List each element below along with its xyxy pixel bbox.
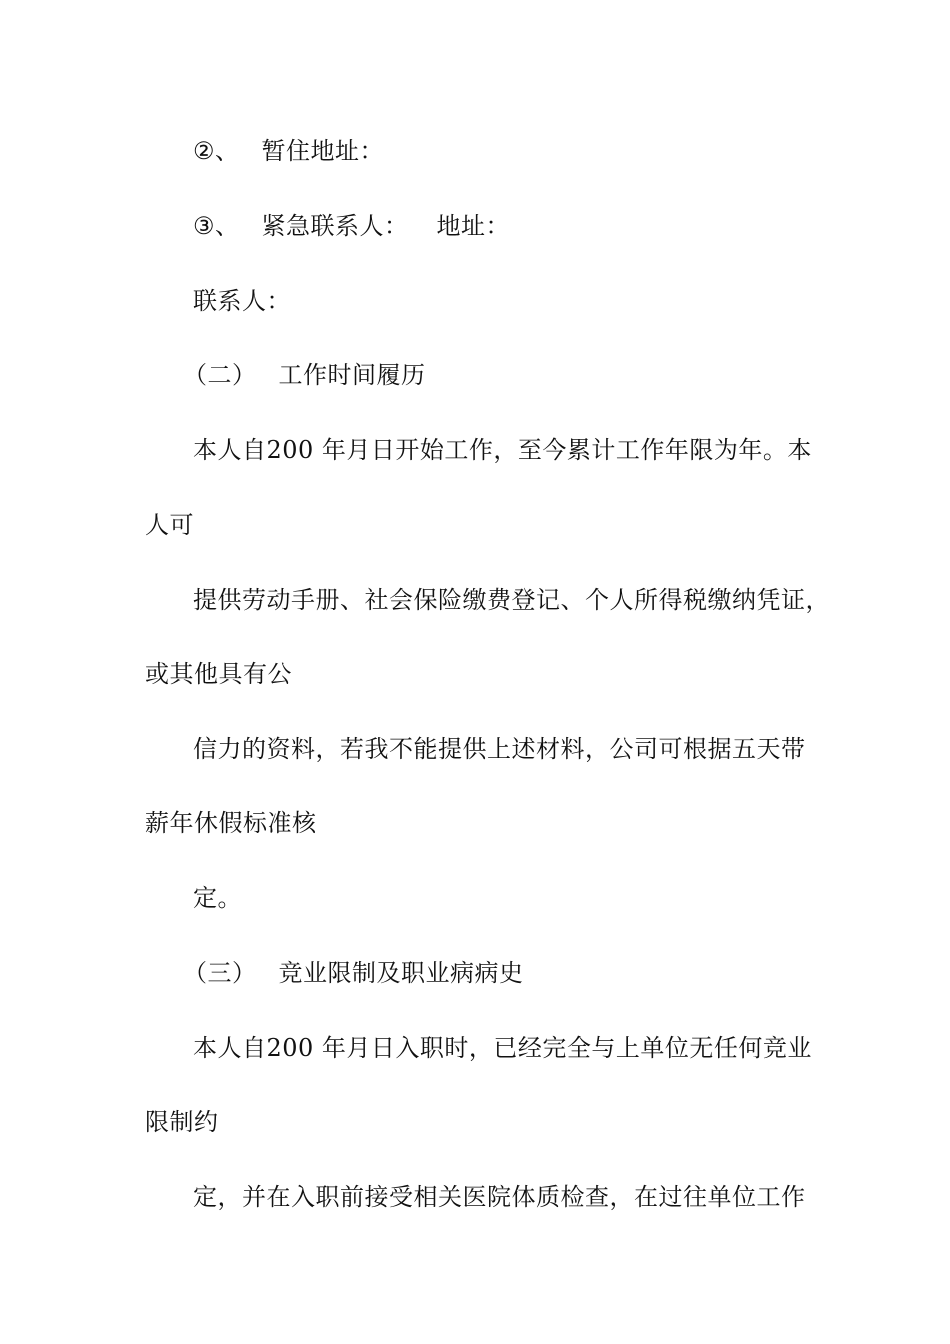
item-temporary-address — [193, 136, 384, 166]
line-text: 定，并在入职前接受相关医院体质检查，在过往单位工作 — [193, 1183, 806, 1211]
paragraph-line — [193, 1033, 812, 1063]
item-marker: ②、 — [193, 137, 240, 165]
section-heading-noncompete — [183, 958, 524, 988]
item-text: 紧急联系人： — [261, 212, 409, 240]
paragraph-line — [193, 734, 806, 764]
paragraph-line — [145, 808, 317, 838]
section-marker: （二） — [183, 361, 257, 389]
section-marker: （三） — [183, 959, 257, 987]
item-text: 暂住地址： — [261, 137, 385, 165]
line-text: 限制约 — [145, 1108, 219, 1136]
line-text: 本人自200 年月日入职时，已经完全与上单位无任何竞业 — [193, 1034, 812, 1062]
line-text: 人可 — [145, 511, 194, 539]
line-text: 联系人： — [193, 287, 291, 315]
line-text: 本人自200 年月日开始工作，至今累计工作年限为年。本 — [193, 436, 812, 464]
paragraph-line — [193, 883, 242, 913]
paragraph-line — [193, 1182, 806, 1212]
paragraph-line — [193, 435, 812, 465]
paragraph-line — [145, 1107, 219, 1137]
section-title: 竞业限制及职业病病史 — [278, 959, 524, 987]
paragraph-line — [193, 286, 291, 316]
item-marker: ③、 — [193, 212, 240, 240]
paragraph-line — [193, 585, 830, 615]
line-text: 提供劳动手册、社会保险缴费登记、个人所得税缴纳凭证， — [193, 586, 830, 614]
paragraph-line — [145, 659, 292, 689]
paragraph-line — [145, 510, 194, 540]
item-emergency-contact — [193, 211, 510, 241]
line-text: 薪年休假标准核 — [145, 809, 317, 837]
section-title: 工作时间履历 — [278, 361, 426, 389]
item-text-address: 地址： — [436, 212, 511, 240]
line-text: 定。 — [193, 884, 242, 912]
section-heading-work-history — [183, 360, 426, 390]
line-text: 信力的资料，若我不能提供上述材料，公司可根据五天带 — [193, 735, 806, 763]
line-text: 或其他具有公 — [145, 660, 292, 688]
